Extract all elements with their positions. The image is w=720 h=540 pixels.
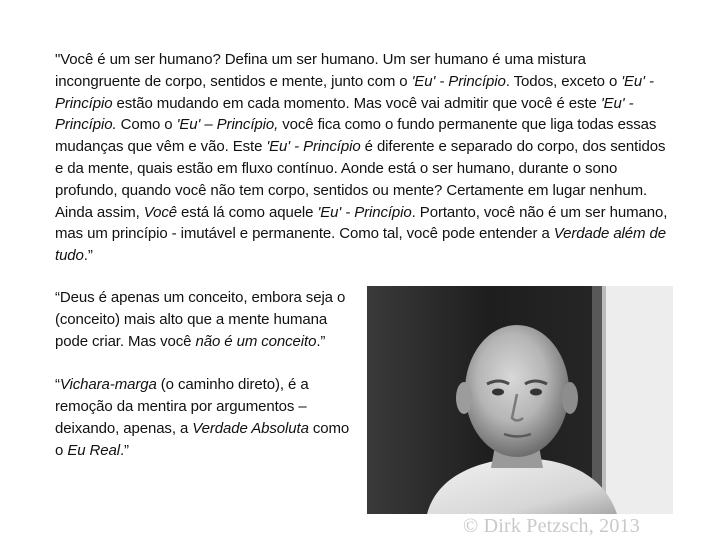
copyright-watermark: © Dirk Petzsch, 2013 xyxy=(463,515,640,537)
main-quote-text: é diferente e separado do corpo, dos sentidos e da mente, quais estão em fluxo contínuo. Aonde está o ser humano, durante o sono profundo, quando você não tem corpo, sentidos ou mente? Certamente em lugar nenhum. Ainda assim, xyxy=(55,138,666,221)
main-quote-text: está lá como aquele xyxy=(176,203,318,221)
main-quote-text: . Todos, exceto o xyxy=(505,72,622,90)
main-quote-text: você fica como o fundo permanente que liga todas essas mudanças que vêm e vão. Este xyxy=(55,116,657,156)
portrait-photo xyxy=(367,286,673,514)
vichara-quote xyxy=(55,374,355,461)
deus-quote-emphasis: não é um conceito xyxy=(195,332,317,350)
portrait-illustration xyxy=(367,286,673,514)
vichara-quote-emphasis: Eu Real xyxy=(67,441,120,459)
main-quote-emphasis: 'Eu' - Princípio. xyxy=(55,94,634,134)
deus-quote xyxy=(55,287,355,352)
main-quote-text: .” xyxy=(83,247,93,265)
main-quote-text: Como o xyxy=(116,116,177,134)
main-quote-emphasis: 'Eu' – Princípio, xyxy=(176,116,279,134)
main-quote-emphasis: 'Eu' - Princípio xyxy=(411,72,506,90)
main-quote-emphasis: 'Eu' - Princípio xyxy=(55,72,654,112)
main-quote-emphasis: 'Eu' - Princípio xyxy=(266,138,361,156)
deus-quote-text: “Deus é apenas um conceito, embora seja o (conceito) mais alto que a mente humana pode criar. Mas você xyxy=(55,289,346,350)
main-quote-text: "Você é um ser humano? Defina um ser humano. Um ser humano é uma mistura incongruente de corpo, sentidos e mente, junto com o xyxy=(55,51,586,90)
vichara-quote-emphasis: Vichara-marga xyxy=(59,376,157,394)
vichara-quote-emphasis: Verdade Absoluta xyxy=(192,419,309,437)
main-quote-emphasis: Você xyxy=(143,203,177,221)
main-quote-emphasis: Verdade além de tudo xyxy=(55,225,666,265)
main-quote xyxy=(55,49,675,267)
deus-quote-text: .” xyxy=(316,332,326,350)
side-quotes xyxy=(55,287,355,483)
vichara-quote-text: como o xyxy=(55,419,350,459)
main-quote-emphasis: 'Eu' - Princípio xyxy=(317,203,412,221)
vichara-quote-text: (o caminho direto), é a remoção da mentira por argumentos – deixando, apenas, a xyxy=(55,376,309,437)
main-quote-text: estão mudando em cada momento. Mas você vai admitir que você é este xyxy=(112,94,601,112)
main-quote-text: . Portanto, você não é um ser humano, mas um princípio - imutável e permanente. Como tal, você pode entender a xyxy=(55,203,668,243)
vichara-quote-text: .” xyxy=(119,441,129,459)
vichara-quote-text: “ xyxy=(55,376,60,394)
